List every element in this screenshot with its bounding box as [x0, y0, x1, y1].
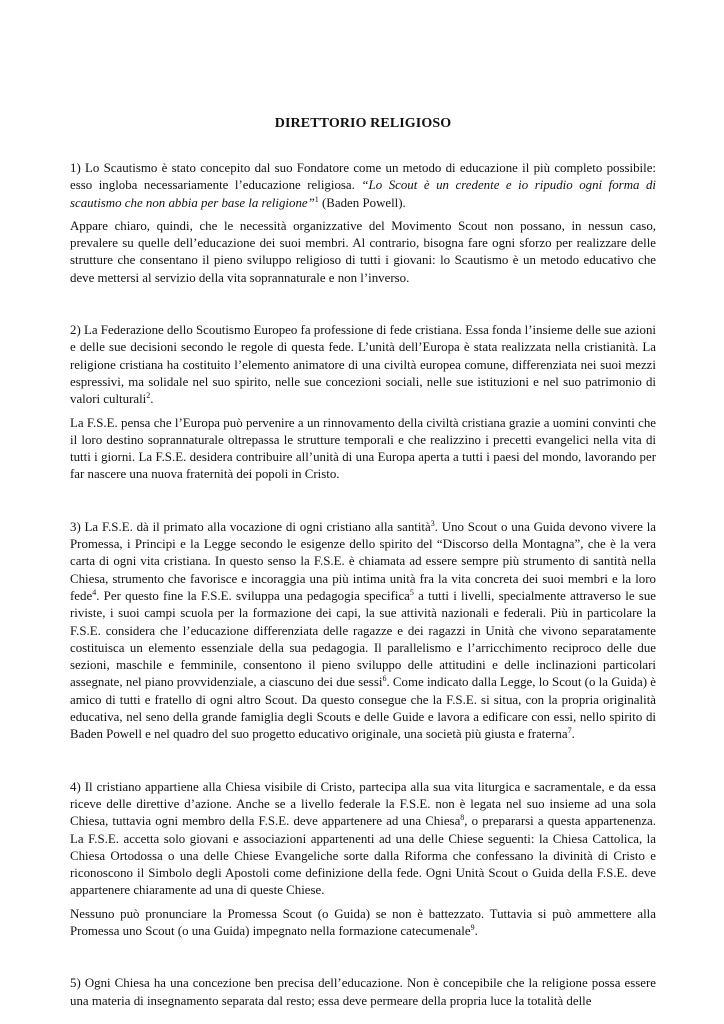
footnote-ref: 6 [382, 674, 387, 684]
section-3 [70, 519, 656, 744]
paragraph: 3) La F.S.E. dà il primato alla vocazione di ogni cristiano alla santità$^3$. Uno Scout o una Guida devono vivere la Promessa, i Principi e la Legge secondo le esigenze dello spirito del “Discorso della Montagna”, che è la vera carta di ogni vita cristiana. In questo senso la F.S.E. è chiamata ad essere sempre più strumento di santità nella Chiesa, strumento che favorisce e incoraggia una più intima unità fra la vita concreta dei suoi membri e la loro fede$^4$. Per questo fine la F.S.E. sviluppa una pedagogia specifica$^5$ a tutti i livelli, specialmente attraverso le sue riviste, i suoi campi scuola per la formazione dei capi, la sue attività nazionali e federali. Più in particolare la F.S.E. considera che l’educazione differenziata delle ragazze e dei ragazzi in Unità che vivono separatamente costituisca un elemento essenziale della sua pedagogia. Il parallelismo e l’arricchimento reciproco delle due sezioni, maschile e femminile, consentono il pieno sviluppo delle attitudini e delle inclinazioni particolari assegnate, nel piano provvidenziale, a ciascuno dei due sessi$^6$. Come indicato dalla Legge, lo Scout (o la Guida) è amico di tutti e fratello di ogni altro Scout. Da questo consegue che la F.S.E. si situa, con la propria originalità educativa, nel seno della grande famiglia degli Scouts e delle Guide e lavora a edificare con essi, nello spirito di Baden Powell e nel quadro del suo progetto educativo originale, una società più giusta e fraterna$^7$. [70, 518, 656, 742]
paragraph: La F.S.E. pensa che l’Europa può pervenire a un rinnovamento della civiltà cristiana grazie a uomini convinti che il loro destino soprannaturale oltrepassa le strutture temporali e che realizzino i precetti evangelici nella vita di tutti i giorni. La F.S.E. desidera contribuire all’unità di una Europa aperta a tutti i paesi del mondo, lavorando per far nascere una nuova fraternità dei popoli in Cristo. [70, 415, 656, 482]
footnote-ref: 4 [92, 587, 97, 597]
paragraph: 2) La Federazione dello Scoutismo Europeo fa professione di fede cristiana. Essa fonda l’insieme delle sue azioni e delle sue decisioni secondo le regole di questa fede. L’unità dell’Europa è stata realizzata nella cristianità. La religione cristiana ha costituito l’elemento animatore di una civiltà europea comune, differenziata nei suoi mezzi espressivi, ma solidale nel suo spirito, nelle sue concezioni sociali, nelle sue istituzioni e nel suo patrimonio di valori culturali$^2$. [70, 323, 656, 407]
paragraph: Nessuno può pronunciare la Promessa Scout (o Guida) se non è battezzato. Tuttavia si può ammettere alla Promessa uno Scout (o una Guida) impegnato nella formazione catecumenale$^9$. [70, 906, 656, 938]
section-2 [70, 322, 656, 484]
section-4 [70, 779, 656, 941]
footnote-ref: 7 [567, 726, 572, 736]
section-5 [70, 975, 656, 1010]
section-1 [70, 160, 656, 287]
paragraph: 4) Il cristiano appartiene alla Chiesa visibile di Cristo, partecipa alla sua vita liturgica e sacramentale, e da essa riceve delle direttive d’azione. Anche se a livello federale la F.S.E. non è legata nel suo insieme ad una sola Chiesa, tuttavia ogni membro della F.S.E. deve appartenere ad una Chiesa$^8$, o prepararsi a questa appartenenza. La F.S.E. accetta solo giovani e associazioni appartenenti ad una delle Chiese seguenti: la Chiesa Cattolica, la Chiesa Ortodossa o una delle Chiese Evangeliche sorte dalla Riforma che confessano la divinità di Cristo e riconoscono il Simbolo degli Apostoli come definizione della fede. Ogni Unità Scout o Guida della F.S.E. deve appartenere chiaramente ad una di queste Chiese. [70, 779, 656, 898]
document-page [70, 116, 656, 1010]
footnote-ref: 5 [409, 587, 414, 597]
footnote-ref: 1 [314, 194, 319, 204]
paragraph: Appare chiaro, quindi, che le necessità organizzative del Movimento Scout non possano, in nessun caso, prevalere su quelle dell’educazione dei suoi membri. Al contrario, bisogna fare ogni sforzo per realizzare delle strutture che consentano il pieno sviluppo religioso di tutti i giovani: lo Scautismo è un metodo educativo che deve mettersi al servizio della vita soprannaturale e non l’inverso. [70, 218, 656, 285]
footnote-ref: 8 [460, 813, 465, 823]
paragraph: 5) Ogni Chiesa ha una concezione ben precisa dell’educazione. Non è concepibile che la religione possa essere una materia di insegnamento separata dal resto; essa deve permeare della propria luce la totalità delle [70, 976, 656, 1008]
quote: “Lo Scout è un credente e io ripudio ogni forma di scautismo che non abbia per base la religione” [70, 178, 656, 210]
footnote-ref: 2 [146, 391, 151, 401]
page-title: DIRETTORIO RELIGIOSO [274, 116, 452, 131]
footnote-ref: 9 [470, 922, 475, 932]
paragraph: 1) Lo Scautismo è stato concepito dal suo Fondatore come un metodo di educazione il più completo possibile: esso ingloba necessariamente l’educazione religiosa. “Lo Scout è un credente e io ripudio ogni forma di scautismo che non abbia per base la religione”$^1$ (Baden Powell). [70, 161, 656, 210]
footnote-ref: 3 [430, 518, 435, 528]
